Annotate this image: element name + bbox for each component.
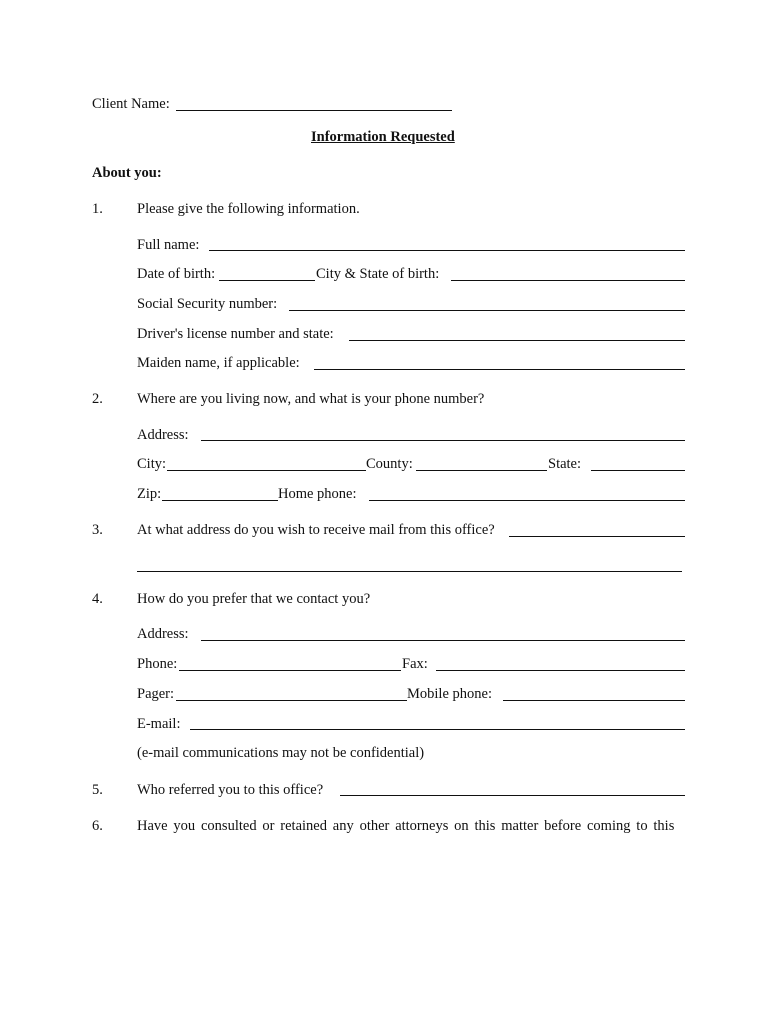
ssn-label: Social Security number: bbox=[137, 296, 278, 312]
phone-field[interactable] bbox=[179, 670, 401, 671]
email-note: (e-mail communications may not be confidential) bbox=[137, 745, 425, 761]
mail-address-field[interactable] bbox=[509, 536, 685, 537]
contact-address-label: Address: bbox=[137, 626, 189, 642]
mobile-phone-field[interactable] bbox=[503, 700, 685, 701]
full-name-label: Full name: bbox=[137, 237, 200, 253]
full-name-field[interactable] bbox=[209, 250, 685, 251]
state-field[interactable] bbox=[591, 470, 685, 471]
city-label: City: bbox=[137, 456, 167, 472]
question-2-text: Where are you living now, and what is your phone number? bbox=[137, 391, 485, 407]
question-4-text: How do you prefer that we contact you? bbox=[137, 591, 371, 607]
pager-label: Pager: bbox=[137, 686, 175, 702]
question-5-text: Who referred you to this office? bbox=[137, 782, 324, 798]
address-label: Address: bbox=[137, 427, 189, 443]
question-4-number: 4. bbox=[92, 591, 103, 607]
question-1-number: 1. bbox=[92, 201, 103, 217]
dob-field[interactable] bbox=[219, 280, 315, 281]
phone-label: Phone: bbox=[137, 656, 178, 672]
mobile-phone-label: Mobile phone: bbox=[407, 686, 492, 702]
address-field[interactable] bbox=[201, 440, 685, 441]
fax-field[interactable] bbox=[436, 670, 685, 671]
county-field[interactable] bbox=[416, 470, 547, 471]
dob-label: Date of birth: bbox=[137, 266, 216, 282]
ssn-field[interactable] bbox=[289, 310, 685, 311]
drivers-license-field[interactable] bbox=[349, 340, 685, 341]
section-heading: About you: bbox=[92, 165, 162, 181]
drivers-license-label: Driver's license number and state: bbox=[137, 326, 334, 342]
contact-address-field[interactable] bbox=[201, 640, 685, 641]
zip-label: Zip: bbox=[137, 486, 162, 502]
home-phone-field[interactable] bbox=[369, 500, 685, 501]
city-state-birth-label: City & State of birth: bbox=[316, 266, 440, 282]
referral-field[interactable] bbox=[340, 795, 685, 796]
pager-field[interactable] bbox=[176, 700, 407, 701]
question-6-text: Have you consulted or retained any other attorneys on this matter before coming to this bbox=[137, 818, 675, 834]
mail-address-field-2[interactable] bbox=[137, 571, 682, 572]
zip-field[interactable] bbox=[162, 500, 278, 501]
client-name-label: Client Name: bbox=[92, 96, 170, 112]
question-3-text: At what address do you wish to receive mail from this office? bbox=[137, 522, 495, 538]
question-6-number: 6. bbox=[92, 818, 103, 834]
county-label: County: bbox=[366, 456, 413, 472]
email-label: E-mail: bbox=[137, 716, 181, 732]
question-2-number: 2. bbox=[92, 391, 103, 407]
city-state-birth-field[interactable] bbox=[451, 280, 685, 281]
client-name-field[interactable] bbox=[176, 110, 452, 111]
fax-label: Fax: bbox=[402, 656, 428, 672]
state-label: State: bbox=[548, 456, 582, 472]
home-phone-label: Home phone: bbox=[278, 486, 357, 502]
maiden-name-label: Maiden name, if applicable: bbox=[137, 355, 300, 371]
email-field[interactable] bbox=[190, 729, 685, 730]
maiden-name-field[interactable] bbox=[314, 369, 685, 370]
page-title: Information Requested bbox=[311, 129, 455, 145]
city-field[interactable] bbox=[167, 470, 366, 471]
question-1-text: Please give the following information. bbox=[137, 201, 360, 217]
question-5-number: 5. bbox=[92, 782, 103, 798]
question-3-number: 3. bbox=[92, 522, 103, 538]
